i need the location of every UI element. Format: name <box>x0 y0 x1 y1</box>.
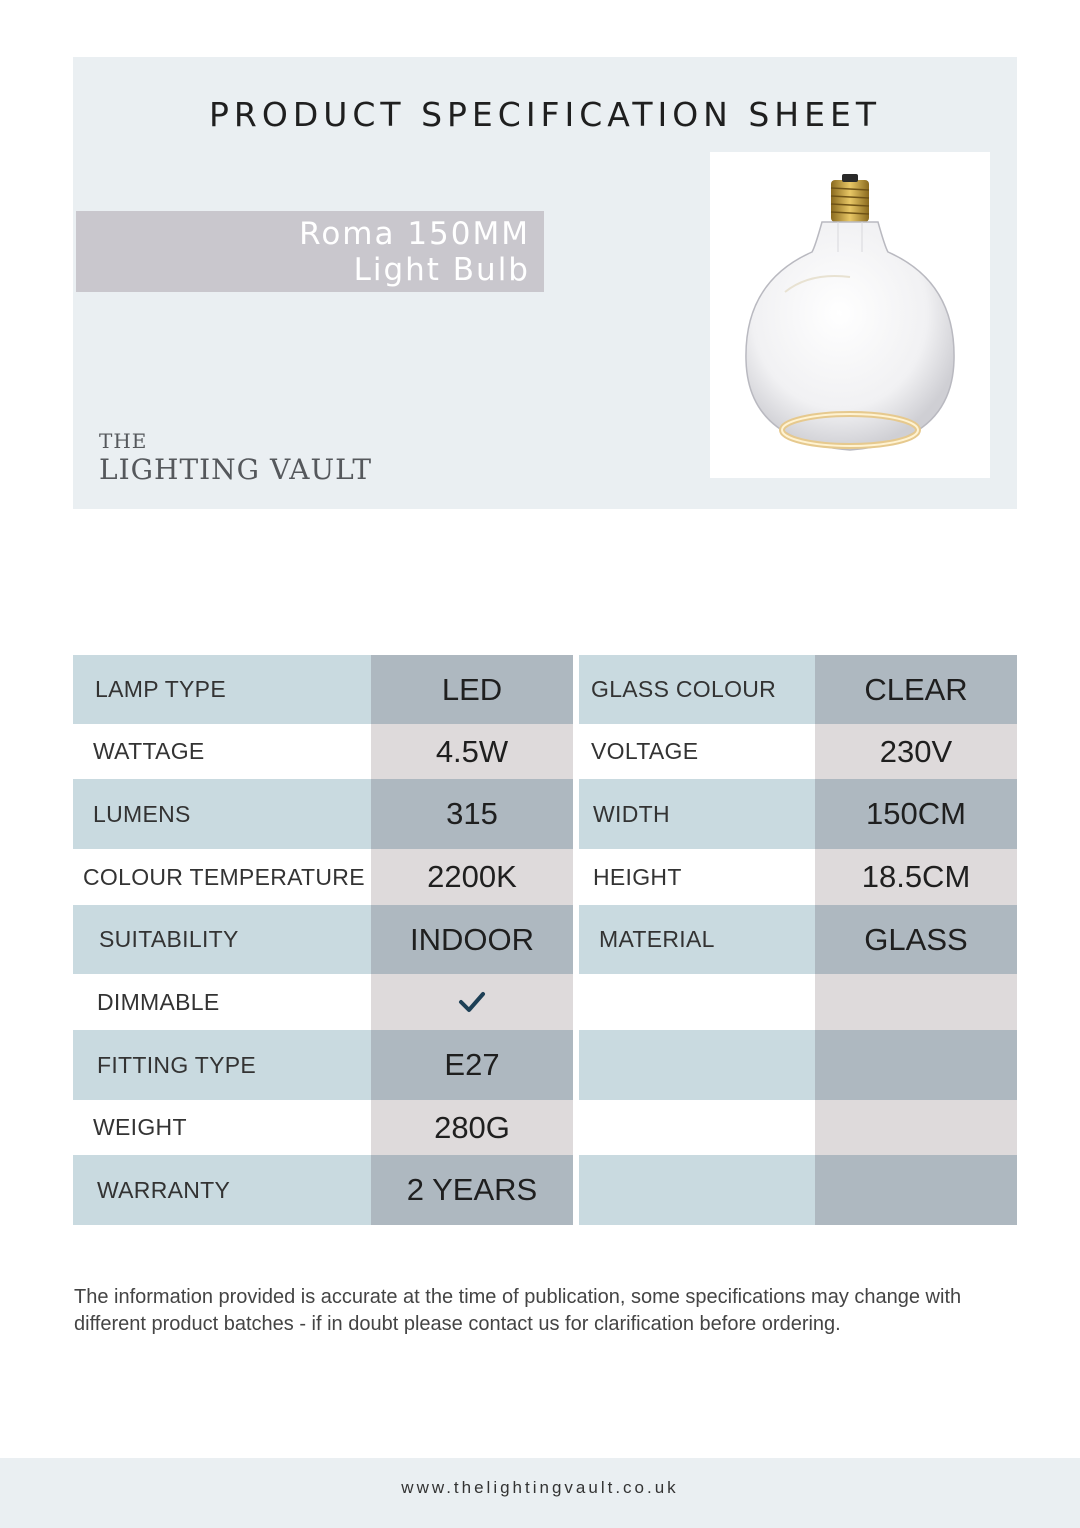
product-image <box>710 152 990 478</box>
spec-label: WIDTH <box>593 800 670 827</box>
spec-label: WARRANTY <box>97 1176 231 1203</box>
header-panel <box>73 57 1017 509</box>
spec-label: VOLTAGE <box>591 738 699 764</box>
spec-value: 2200K <box>427 859 517 894</box>
spec-value: 18.5CM <box>861 859 971 894</box>
table-row <box>73 1030 1017 1100</box>
spec-value: E27 <box>444 1047 500 1082</box>
spec-label: DIMMABLE <box>97 988 220 1015</box>
spec-label: HEIGHT <box>593 863 682 890</box>
page-title: PRODUCT SPECIFICATION SHEET <box>209 95 881 134</box>
spec-label: MATERIAL <box>599 926 715 952</box>
spec-value: 4.5W <box>435 733 509 769</box>
table-row <box>73 974 1017 1030</box>
spec-value: 280G <box>434 1109 510 1145</box>
product-name-line1: Roma 150MM <box>299 216 530 252</box>
footer-bar <box>0 1458 1080 1528</box>
table-row <box>73 779 1017 849</box>
spec-value: 150CM <box>866 796 966 831</box>
spec-value: 315 <box>446 796 498 831</box>
spec-value: LED <box>441 671 503 707</box>
table-row <box>73 905 1017 974</box>
spec-label: WATTAGE <box>93 738 205 764</box>
spec-label: SUITABILITY <box>99 926 239 952</box>
spec-label: LAMP TYPE <box>95 676 226 702</box>
spec-label: FITTING TYPE <box>97 1051 257 1078</box>
table-row <box>73 1155 1017 1225</box>
spec-value: GLASS <box>864 921 968 957</box>
table-row <box>73 724 1017 779</box>
spec-label: COLOUR TEMPERATURE <box>83 863 365 890</box>
disclaimer-text: The information provided is accurate at the time of publication, some specifications may change with different product batches - if in doubt please contact us for clarification before ordering. <box>74 1286 962 1335</box>
check-icon <box>458 990 486 1014</box>
brand-line1: THE <box>99 429 148 453</box>
product-name-line2: Light Bulb <box>353 252 530 288</box>
spec-value: 2 YEARS <box>406 1172 538 1207</box>
spec-label: WEIGHT <box>93 1114 187 1140</box>
product-name-band <box>76 211 544 292</box>
table-row <box>73 655 1017 724</box>
spec-label: LUMENS <box>93 800 191 827</box>
spec-value: 230V <box>879 733 953 769</box>
table-row <box>73 849 1017 905</box>
brand-line2: LIGHTING VAULT <box>99 453 373 486</box>
light-bulb-image <box>710 152 990 478</box>
brand-logo <box>99 429 372 487</box>
spec-value: CLEAR <box>864 671 968 707</box>
website-url[interactable]: www.thelightingvault.co.uk <box>401 1478 679 1497</box>
table-row <box>73 1100 1017 1155</box>
product-name <box>299 216 530 288</box>
spec-label: GLASS COLOUR <box>591 676 777 702</box>
spec-value: INDOOR <box>410 921 534 957</box>
